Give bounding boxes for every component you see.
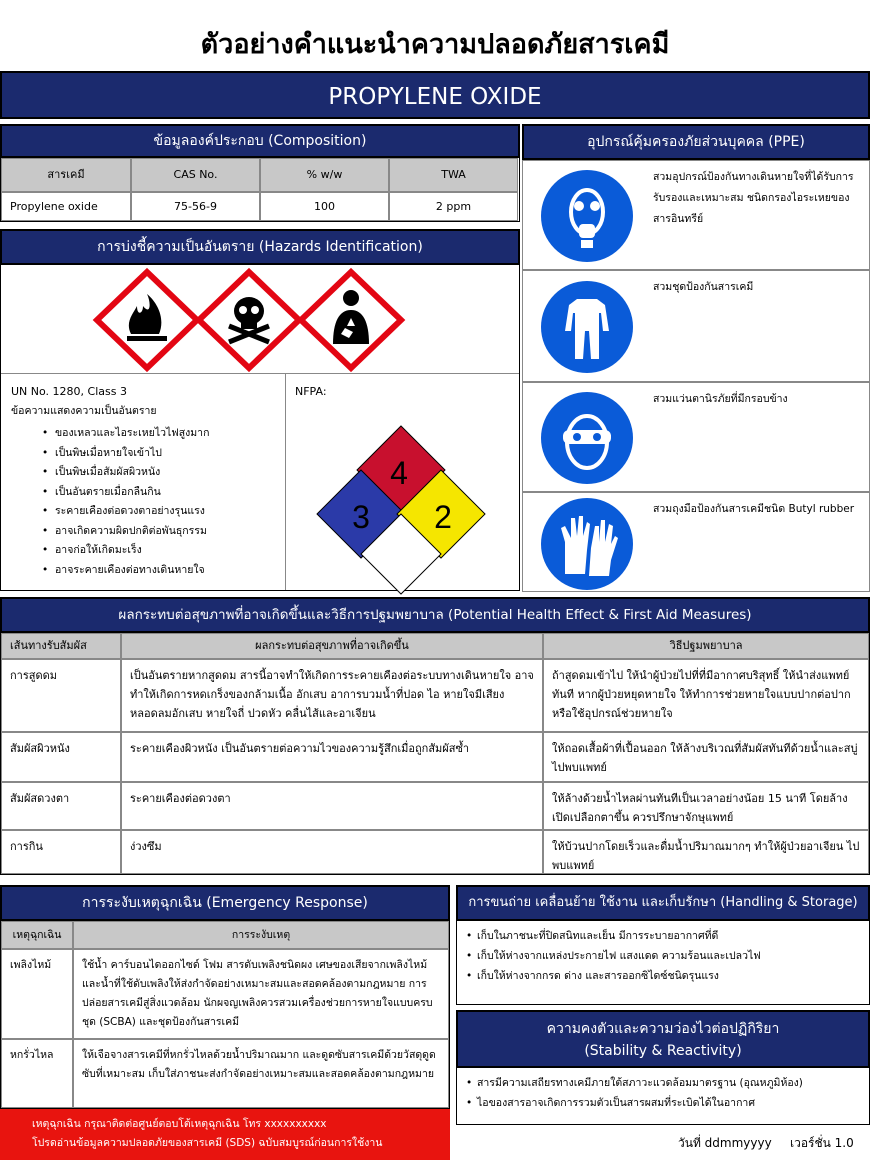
table-row-route: สัมผัสผิวหนัง [1,732,121,782]
ghs-pictograms [1,266,519,374]
emergency-col-action: การระงับเหตุ [73,921,449,949]
gloves-icon [539,496,635,592]
list-item: • ไอของสารอาจเกิดการรวมตัวเป็นสารผสมที่ระเบิดได้ในอากาศ [461,1093,861,1113]
nfpa-divider [285,374,286,590]
stability-section [456,1010,870,1125]
table-row-event: หกรั่วไหล [1,1039,73,1108]
emergency-phone-text: เหตุฉุกเฉิน กรุณาติดต่อศูนย์ตอบโต้เหตุฉุกเฉิน โทร xxxxxxxxxx [32,1118,327,1130]
composition-cell-chemical: Propylene oxide [1,192,131,221]
composition-section [0,124,520,222]
composition-header: ข้อมูลองค์ประกอบ (Composition) [0,124,520,158]
nfpa-reactivity: 2 [434,499,452,535]
list-item: • อาจก่อให้เกิดมะเร็ง [25,541,285,561]
chemical-name-banner: PROPYLENE OXIDE [0,71,870,119]
ppe-header: อุปกรณ์คุ้มครองภัยส่วนบุคคล (PPE) [522,124,870,160]
health-col-route: เส้นทางรับสัมผัส [1,633,121,659]
table-row-effect: ระคายเคืองต่อดวงตา [121,782,543,830]
list-item: • เก็บให้ห่างจากแหล่งประกายไฟ แสงแดด ความร้อนและเปลวไฟ [461,946,861,966]
emergency-col-event: เหตุฉุกเฉิน [1,921,73,949]
ppe-text: สวมแว่นตานิรภัยที่มีกรอบข้าง [653,393,788,405]
stability-list [461,1073,861,1113]
composition-col-percent: % w/w [260,158,389,192]
health-col-aid: วิธีปฐมพยาบาล [543,633,869,659]
footer-version: เวอร์ชั่น 1.0 [790,1136,854,1150]
ppe-text: สวมถุงมือป้องกันสารเคมีชนิด Butyl rubber [653,503,855,515]
table-row-aid: ให้บ้วนปากโดยเร็วและดื่มน้ำปริมาณมากๆ ทำให้ผู้ป่วยอาเจียน ไปพบแพทย์ [543,830,869,874]
footer-date: วันที่ ddmmyyyy [678,1136,772,1150]
handling-list [461,926,861,986]
table-row-effect: เป็นอันตรายหากสูดดม สารนี้อาจทำให้เกิดการระคายเคืองต่อระบบทางเดินหายใจ อาจทำให้เกิดการหดเกร็งของกล้ามเนื้อ อักเสบ อาการบวมน้ำที่ปอด ไอ หายใจมีเสียง หลอดลมอักเสบ หายใจถี่ ปวดหัว คลื่นไส้และอาเจียน [121,659,543,732]
list-item: • เป็นพิษเมื่อหายใจเข้าไป [25,444,285,464]
hazards-header: การบ่งชี้ความเป็นอันตราย (Hazards Identification) [0,229,520,265]
sds-notice-text: โปรดอ่านข้อมูลความปลอดภัยของสารเคมี (SDS) ฉบับสมบูรณ์ก่อนการใช้งาน [32,1137,383,1149]
health-header: ผลกระทบต่อสุขภาพที่อาจเกิดขึ้นและวิธีการปฐมพยาบาล (Potential Health Effect & First Aid Measures) [0,597,870,633]
nfpa-diamond [315,422,487,598]
hazard-statement-label: ข้อความแสดงความเป็นอันตราย [11,405,157,417]
nfpa-flammability: 4 [390,455,408,491]
composition-col-cas: CAS No. [131,158,260,192]
ppe-item [522,492,870,592]
table-row-effect: ระคายเคืองผิวหนัง เป็นอันตรายต่อความไวของความรู้สึกเมื่อถูกสัมผัสซ้ำ [121,732,543,782]
composition-cell-cas: 75-56-9 [131,192,260,221]
page-title: ตัวอย่างคำแนะนำความปลอดภัยสารเคมี [200,29,670,60]
table-row-aid: ให้ถอดเสื้อผ้าที่เปื้อนออก ให้ล้างบริเวณที่สัมผัสทันทีด้วยน้ำและสบู่ ไปพบแพทย์ [543,732,869,782]
ppe-item [522,270,870,382]
protective-suit-icon [539,279,635,375]
composition-col-chemical: สารเคมี [1,158,131,192]
table-row-event: เพลิงไหม้ [1,949,73,1039]
nfpa-label: NFPA: [295,385,327,398]
composition-cell-percent: 100 [260,192,389,221]
table-row-route: การกิน [1,830,121,874]
stability-header [456,1010,870,1068]
ppe-item [522,382,870,492]
list-item: • ระคายเคืองต่อดวงตาอย่างรุนแรง [25,502,285,522]
handling-section [456,885,870,1005]
un-number: UN No. 1280, Class 3 [11,385,127,398]
emergency-contact-notice [0,1109,450,1160]
table-row-action: ใช้น้ำ คาร์บอนไดออกไซด์ โฟม สารดับเพลิงชนิดผง เศษของเสียจากเพลิงไหม้และน้ำที่ใช้ดับเพลิงให้ส่งกำจัดอย่างเหมาะสมและสอดคล้องตามกฎหมาย การปล่อยสารเคมีสู่สิ่งแวดล้อม นักผจญเพลิงควรสวมเครื่องช่วยการหายใจแบบครบชุด (SCBA) และชุดป้องกันสารเคมี [73,949,449,1039]
table-row-effect: ง่วงซึม [121,830,543,874]
table-row-action: ให้เจือจางสารเคมีที่หกรั่วไหลด้วยน้ำปริมาณมาก และดูดซับสารเคมีด้วยวัสดุดูดซับที่เหมาะสม เก็บใส่ภาชนะส่งกำจัดอย่างเหมาะสมและสอดคล้องตามกฎหมาย [73,1039,449,1108]
hazard-statement-list [25,424,285,580]
flame-icon [97,272,197,368]
table-row-route: การสูดดม [1,659,121,732]
composition-col-twa: TWA [389,158,518,192]
handling-header: การขนถ่าย เคลื่อนย้าย ใช้งาน และเก็บรักษา (Handling & Storage) [456,885,870,921]
ppe-text: สวมอุปกรณ์ป้องกันทางเดินหายใจที่ได้รับการรับรองและเหมาะสม ชนิดกรองไอระเหยของสารอินทรีย์ [653,171,854,225]
nfpa-health: 3 [352,499,370,535]
emergency-header: การระงับเหตุฉุกเฉิน (Emergency Response) [0,885,450,921]
health-hazard-icon [301,272,401,368]
hazards-section [0,229,520,591]
list-item: • อาจระคายเคืองต่อทางเดินหายใจ [25,561,285,581]
health-section [0,597,870,875]
list-item: • ของเหลวและไอระเหยไวไฟสูงมาก [25,424,285,444]
list-item: • เก็บในภาชนะที่ปิดสนิทและเย็น มีการระบายอากาศที่ดี [461,926,861,946]
ppe-text: สวมชุดป้องกันสารเคมี [653,281,754,293]
respirator-icon [539,168,635,264]
composition-cell-twa: 2 ppm [389,192,518,221]
emergency-section [0,885,450,1109]
table-row-aid: ให้ล้างด้วยน้ำไหลผ่านทันทีเป็นเวลาอย่างน้อย 15 นาที โดยล้างเปิดเปลือกตาขึ้น ควรปรึกษาจักษุแพทย์ [543,782,869,830]
table-row-aid: ถ้าสูดดมเข้าไป ให้นำผู้ป่วยไปที่ที่มีอากาศบริสุทธิ์ ให้นำส่งแพทย์ทันที หากผู้ป่วยหยุดหายใจ ให้ทำการช่วยหายใจแบบปากต่อปากหรือใช้อุปกรณ์ช่วยหายใจ [543,659,869,732]
list-item: • อาจเกิดความผิดปกติต่อพันธุกรรม [25,522,285,542]
skull-crossbones-icon [199,272,299,368]
list-item: • สารมีความเสถียรทางเคมีภายใต้สภาวะแวดล้อมมาตรฐาน (อุณหภูมิห้อง) [461,1073,861,1093]
ppe-item [522,160,870,270]
table-row-route: สัมผัสดวงตา [1,782,121,830]
stability-title: ความคงตัวและความว่องไวต่อปฏิกิริยา [546,1021,780,1037]
list-item: • เป็นอันตรายเมื่อกลืนกิน [25,483,285,503]
stability-subtitle: (Stability & Reactivity) [584,1043,742,1059]
safety-goggles-icon [539,390,635,486]
health-col-effect: ผลกระทบต่อสุขภาพที่อาจเกิดขึ้น [121,633,543,659]
list-item: • เป็นพิษเมื่อสัมผัสผิวหนัง [25,463,285,483]
list-item: • เก็บให้ห่างจากกรด ด่าง และสารออกซิไดซ์ชนิดรุนแรง [461,966,861,986]
